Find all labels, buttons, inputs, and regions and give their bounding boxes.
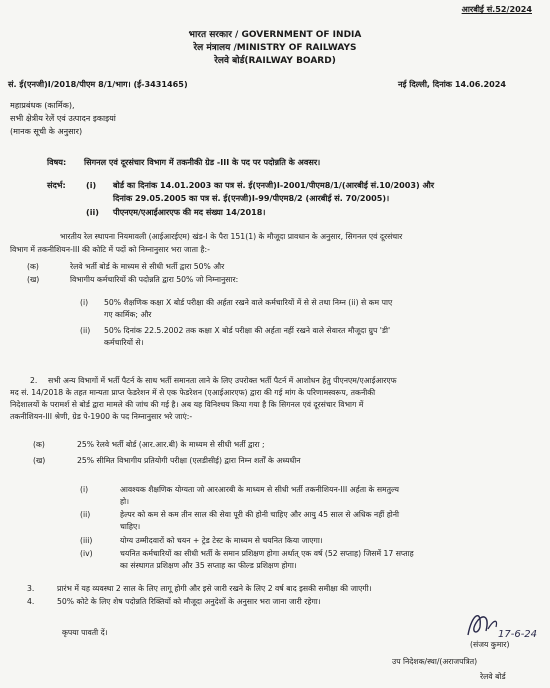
- para2-iv-marker: (iv): [80, 549, 93, 558]
- reference-ii-marker: (ii): [86, 207, 99, 217]
- para2-iii-marker: (iii): [80, 536, 93, 545]
- para2-i-line-2: हो।: [120, 497, 129, 506]
- para1-ii-marker: (ii): [80, 326, 91, 335]
- signatory-designation: उप निदेशक/स्था/(अराजपत्रित): [392, 657, 478, 666]
- para3-text: प्रारंभ में यह व्यवस्था 2 साल के लिए लागू होगी और इसे जारी रखने के लिए 2 वर्ष बाद इसकी समीक्षा की जाएगी।: [57, 584, 372, 593]
- para2-iv-line-2: का संस्थागत प्रशिक्षण और 35 सप्ताह का फील्ड प्रशिक्षण होगा।: [120, 561, 297, 570]
- addressee-line-2: सभी क्षेत्रीय रेलें एवं उत्पादन इकाइयां: [10, 113, 116, 123]
- para1-line-2: विभाग में तकनीशियन-III की कोटि में पदों को निम्नानुसार भरा जाता है:-: [10, 245, 210, 254]
- para2-a-text: 25% रेलवे भर्ती बोर्ड (आर.आर.बी) के माध्यम से सीधी भर्ती द्वारा ;: [77, 440, 265, 449]
- para2-iv-line-1: चयनित कर्मचारियों का सीधी भर्ती के समान प्रशिक्षण होगा अर्थात् एक वर्ष (52 सप्ताह) जिसमें 17 सप्ताह: [120, 549, 414, 558]
- para2-line-3: निदेशालयों के परामर्श से बोर्ड द्वारा मामले की जांच की गई है। अब यह विनिश्चय किया गया है कि सिगनल एवं दूरसंचार विभाग में: [10, 400, 364, 409]
- reference-label: संदर्भ:: [47, 180, 66, 190]
- reference-i-line-1: बोर्ड का दिनांक 14.01.2003 का पत्र सं. ई(एनजी)I-2001/पीएम8/1/(आरबीई सं.10/2003) और: [113, 180, 435, 190]
- subject-text: सिगनल एवं दूरसंचार विभाग में तकनीकी ग्रेड -III के पद पर पदोन्नति के अवसर।: [84, 157, 321, 167]
- para1-i-line-1: 50% शैक्षणिक कक्षा X बोर्ड परीक्षा की अर्हता रखने वाले कर्मचारियों में से से तथा निम्न (ii) से कम पाए: [104, 298, 393, 307]
- para2-ii-marker: (ii): [80, 510, 91, 519]
- para1-line-1: भारतीय रेल स्थापना नियमावली (आईआरईएम) खंड-I के पैरा 151(1) के मौजूदा प्रावधान के अनुसार, सिगनल एवं दूरसंचार: [60, 232, 403, 241]
- para1-b-marker: (ख): [27, 275, 40, 284]
- para4-number: 4.: [27, 597, 35, 606]
- reference-i-line-2: दिनांक 29.05.2005 का पत्र सं. ई(एनजी)I-99/पीएम8/2 (आरबीई सं. 70/2005)।: [113, 193, 390, 203]
- para2-a-marker: (क): [33, 440, 45, 449]
- para2-iii-line-1: योग्य उम्मीदवारों को चयन + ट्रेड टेस्ट के माध्यम से चयनित किया जाएगा।: [120, 536, 323, 545]
- para2-ii-line-1: हेल्पर को कम से कम तीन साल की सेवा पूरी की होनी चाहिए और आयु 45 साल से अधिक नहीं होनी: [120, 510, 400, 519]
- header-line-board: रेलवे बोर्ड(RAILWAY BOARD): [214, 56, 336, 66]
- reference-i-marker: (i): [86, 180, 97, 190]
- para2-line-1: सभी अन्य विभागों में भर्ती पैटर्न के साथ भर्ती समानता लाने के लिए उपरोक्त भर्ती पैटर्न में आशोधन हेतु पीएनएम/एआईआरएफ: [48, 376, 397, 385]
- para2-i-marker: (i): [80, 485, 89, 494]
- para2-b-text: 25% सीमित विभागीय प्रतियोगी परीक्षा (एलडीसीई) द्वारा निम्न शर्तों के अध्यधीन: [77, 456, 301, 465]
- handwritten-signature: [462, 605, 538, 645]
- handwritten-date: 17-6-24: [498, 629, 538, 640]
- para2-i-line-1: आवश्यक शैक्षणिक योग्यता जो आरआरबी के माध्यम से सीधी भर्ती तकनीशियन-III अर्हता के समतुल्य: [120, 485, 400, 494]
- header-line-government: भारत सरकार / GOVERNMENT OF INDIA: [188, 30, 362, 40]
- para2-number: 2.: [30, 376, 38, 385]
- addressee-line-3: (मानक सूची के अनुसार): [10, 126, 83, 136]
- para3-number: 3.: [27, 584, 35, 593]
- header-line-ministry: रेल मंत्रालय /MINISTRY OF RAILWAYS: [193, 43, 357, 53]
- para1-ii-line-2: कर्मचारियों से।: [104, 338, 144, 347]
- para1-i-line-2: गए कार्मिक; और: [104, 310, 152, 319]
- para1-i-marker: (i): [80, 298, 89, 307]
- para1-b-text: विभागीय कर्मचारियों की पदोन्नति द्वारा 50% जो निम्नानुसार:: [70, 275, 239, 284]
- para1-a-marker: (क): [27, 262, 39, 271]
- reference-ii-line-1: पीएनएम/एआईआरएफ की मद संख्या 14/2018।: [113, 207, 266, 217]
- para2-line-2: मद सं. 14/2018 के तहत मान्यता प्राप्त फेडरेशन में से एक फेडरेशन (एआईआरएफ) द्वारा की गई मांग के परिणामस्वरूप, तकनीकी: [10, 388, 376, 397]
- para1-a-text: रेलवे भर्ती बोर्ड के माध्यम से सीधी भर्ती द्वारा 50% और: [70, 262, 225, 271]
- para2-line-4: तकनीशियन-III श्रेणी, ग्रेड पे-1900 के पद निम्नानुसार भरे जाएं:-: [10, 412, 193, 421]
- subject-label: विषय:: [47, 157, 67, 167]
- para2-b-marker: (ख): [33, 456, 46, 465]
- addressee-line-1: महाप्रबंधक (कार्मिक),: [10, 100, 75, 110]
- para4-text: 50% कोटे के लिए शेष पदोन्नति रिक्तियों को मौजूदा अनुदेशों के अनुसार भरा जाना जारी रहेगा।: [57, 597, 321, 606]
- signatory-name: (संजय कुमार): [470, 640, 510, 649]
- place-date: नई दिल्ली, दिनांक 14.06.2024: [398, 79, 507, 89]
- para1-ii-line-1: 50% दिनांक 22.5.2002 तक कक्षा X बोर्ड परीक्षा की अर्हता नहीं रखने वाले सेवारत मौजूदा ग्रुप 'डी': [104, 326, 391, 335]
- letter-number: आरबीई सं.52/2024: [461, 4, 532, 14]
- signatory-office: रेलवे बोर्ड: [480, 672, 506, 681]
- para2-ii-line-2: चाहिए।: [120, 522, 141, 531]
- closing-line: कृपया पावती दें।: [62, 628, 108, 637]
- reference-number: सं. ई(एनजी)I/2018/पीएम 8/1/भाग। (ई-3431465): [8, 79, 188, 89]
